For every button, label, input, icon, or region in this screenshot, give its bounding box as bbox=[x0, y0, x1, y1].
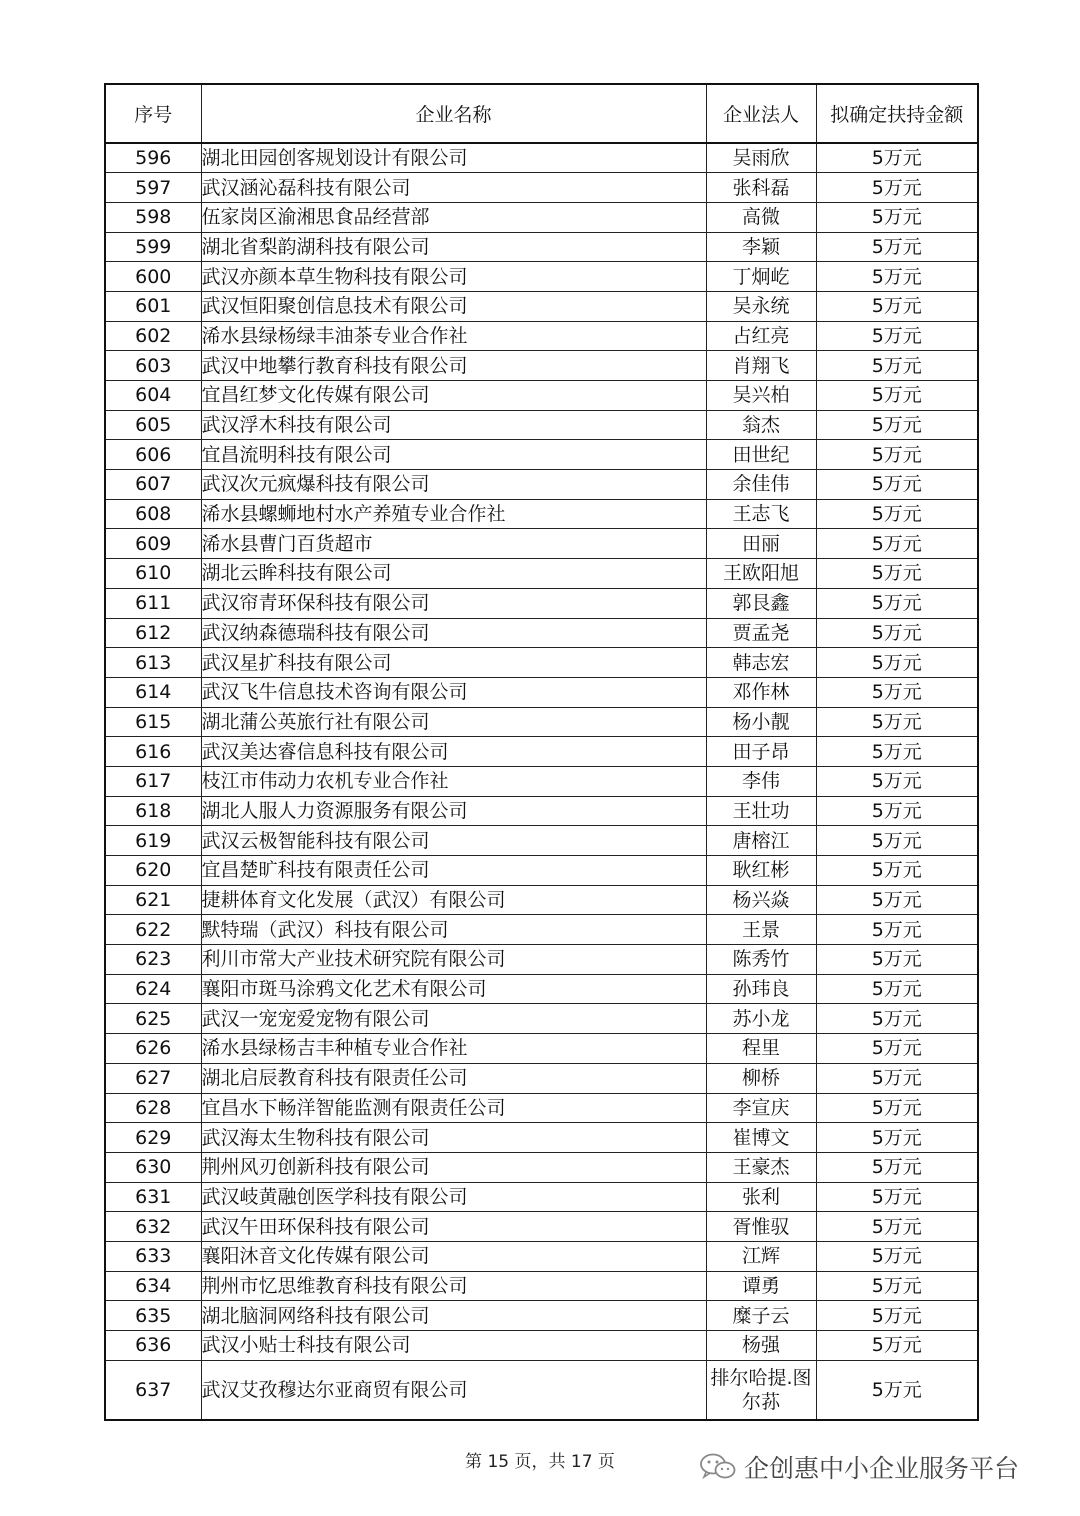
table-row bbox=[105, 173, 978, 203]
company-name: 武汉恒阳聚创信息技术有限公司 bbox=[201, 291, 706, 321]
legal-rep: 吴永统 bbox=[706, 291, 816, 321]
company-name: 湖北云眸科技有限公司 bbox=[201, 559, 706, 589]
row-index: 608 bbox=[105, 499, 201, 529]
row-index: 632 bbox=[105, 1212, 201, 1242]
row-index: 621 bbox=[105, 885, 201, 915]
table-row bbox=[105, 1212, 978, 1242]
row-index: 636 bbox=[105, 1331, 201, 1361]
legal-rep: 排尔哈提.图尔荪 bbox=[706, 1360, 816, 1420]
row-index: 627 bbox=[105, 1063, 201, 1093]
table-row bbox=[105, 321, 978, 351]
company-name: 宜昌流明科技有限公司 bbox=[201, 440, 706, 470]
legal-rep: 杨强 bbox=[706, 1331, 816, 1361]
header-legal-rep: 企业法人 bbox=[706, 84, 816, 143]
funding-amount: 5万元 bbox=[816, 1212, 978, 1242]
legal-rep: 李颖 bbox=[706, 232, 816, 262]
funding-amount: 5万元 bbox=[816, 440, 978, 470]
row-index: 630 bbox=[105, 1152, 201, 1182]
funding-amount: 5万元 bbox=[816, 1360, 978, 1420]
table-row bbox=[105, 559, 978, 589]
funding-amount: 5万元 bbox=[816, 1331, 978, 1361]
company-name: 荆州市忆思维教育科技有限公司 bbox=[201, 1271, 706, 1301]
table-row bbox=[105, 856, 978, 886]
company-name: 武汉次元疯爆科技有限公司 bbox=[201, 470, 706, 500]
table-row bbox=[105, 1034, 978, 1064]
legal-rep: 糜子云 bbox=[706, 1301, 816, 1331]
row-index: 609 bbox=[105, 529, 201, 559]
funding-amount: 5万元 bbox=[816, 1004, 978, 1034]
table-row bbox=[105, 1182, 978, 1212]
legal-rep: 田世纪 bbox=[706, 440, 816, 470]
company-name: 武汉一宠宠爱宠物有限公司 bbox=[201, 1004, 706, 1034]
row-index: 631 bbox=[105, 1182, 201, 1212]
funding-amount: 5万元 bbox=[816, 232, 978, 262]
funding-amount: 5万元 bbox=[816, 945, 978, 975]
legal-rep: 杨小靓 bbox=[706, 707, 816, 737]
funding-amount: 5万元 bbox=[816, 885, 978, 915]
company-name: 武汉海太生物科技有限公司 bbox=[201, 1123, 706, 1153]
legal-rep: 贾孟尧 bbox=[706, 618, 816, 648]
funding-amount: 5万元 bbox=[816, 677, 978, 707]
legal-rep: 杨兴焱 bbox=[706, 885, 816, 915]
row-index: 606 bbox=[105, 440, 201, 470]
funding-amount: 5万元 bbox=[816, 707, 978, 737]
funding-amount: 5万元 bbox=[816, 529, 978, 559]
funding-amount: 5万元 bbox=[816, 588, 978, 618]
company-name: 浠水县绿杨绿丰油茶专业合作社 bbox=[201, 321, 706, 351]
legal-rep: 江辉 bbox=[706, 1241, 816, 1271]
table-row bbox=[105, 143, 978, 173]
legal-rep: 吴雨欣 bbox=[706, 143, 816, 173]
funding-amount: 5万元 bbox=[816, 1182, 978, 1212]
legal-rep: 高微 bbox=[706, 202, 816, 232]
company-name: 武汉中地攀行教育科技有限公司 bbox=[201, 351, 706, 381]
table-row bbox=[105, 618, 978, 648]
legal-rep: 柳桥 bbox=[706, 1063, 816, 1093]
company-name: 湖北启辰教育科技有限责任公司 bbox=[201, 1063, 706, 1093]
table-row bbox=[105, 974, 978, 1004]
funding-amount: 5万元 bbox=[816, 321, 978, 351]
table-row bbox=[105, 440, 978, 470]
legal-rep: 耿红彬 bbox=[706, 856, 816, 886]
funding-amount: 5万元 bbox=[816, 381, 978, 411]
legal-rep: 王志飞 bbox=[706, 499, 816, 529]
table-row bbox=[105, 1301, 978, 1331]
legal-rep: 李伟 bbox=[706, 766, 816, 796]
row-index: 622 bbox=[105, 915, 201, 945]
company-name: 宜昌水下畅洋智能监测有限责任公司 bbox=[201, 1093, 706, 1123]
watermark bbox=[700, 1448, 1019, 1486]
table-row bbox=[105, 470, 978, 500]
legal-rep: 崔博文 bbox=[706, 1123, 816, 1153]
company-name: 湖北蒲公英旅行社有限公司 bbox=[201, 707, 706, 737]
table-row bbox=[105, 1241, 978, 1271]
row-index: 598 bbox=[105, 202, 201, 232]
table-row bbox=[105, 232, 978, 262]
legal-rep: 谭勇 bbox=[706, 1271, 816, 1301]
table-row bbox=[105, 381, 978, 411]
table-row bbox=[105, 262, 978, 292]
row-index: 605 bbox=[105, 410, 201, 440]
legal-rep: 余佳伟 bbox=[706, 470, 816, 500]
row-index: 624 bbox=[105, 974, 201, 1004]
table-row bbox=[105, 826, 978, 856]
header-company: 企业名称 bbox=[201, 84, 706, 143]
funding-amount: 5万元 bbox=[816, 173, 978, 203]
company-name: 武汉纳森德瑞科技有限公司 bbox=[201, 618, 706, 648]
table-header-row bbox=[105, 84, 978, 143]
funding-amount: 5万元 bbox=[816, 737, 978, 767]
watermark-text: 企创惠中小企业服务平台 bbox=[744, 1454, 1020, 1483]
row-index: 613 bbox=[105, 648, 201, 678]
row-index: 625 bbox=[105, 1004, 201, 1034]
company-name: 枝江市伟动力农机专业合作社 bbox=[201, 766, 706, 796]
row-index: 634 bbox=[105, 1271, 201, 1301]
row-index: 629 bbox=[105, 1123, 201, 1153]
funding-amount: 5万元 bbox=[816, 1241, 978, 1271]
funding-amount: 5万元 bbox=[816, 915, 978, 945]
legal-rep: 李宣庆 bbox=[706, 1093, 816, 1123]
funding-amount: 5万元 bbox=[816, 262, 978, 292]
legal-rep: 肖翔飞 bbox=[706, 351, 816, 381]
table-row bbox=[105, 648, 978, 678]
row-index: 599 bbox=[105, 232, 201, 262]
funding-amount: 5万元 bbox=[816, 351, 978, 381]
table-body bbox=[105, 143, 978, 1420]
company-name: 襄阳沐音文化传媒有限公司 bbox=[201, 1241, 706, 1271]
table-row bbox=[105, 677, 978, 707]
legal-rep: 王欧阳旭 bbox=[706, 559, 816, 589]
company-name: 利川市常大产业技术研究院有限公司 bbox=[201, 945, 706, 975]
funding-amount: 5万元 bbox=[816, 1093, 978, 1123]
funding-amount: 5万元 bbox=[816, 559, 978, 589]
funding-amount: 5万元 bbox=[816, 1123, 978, 1153]
company-name: 伍家岗区渝湘思食品经营部 bbox=[201, 202, 706, 232]
funding-table bbox=[104, 83, 979, 1421]
legal-rep: 唐榕江 bbox=[706, 826, 816, 856]
company-name: 武汉美达睿信息科技有限公司 bbox=[201, 737, 706, 767]
header-amount: 拟确定扶持金额 bbox=[816, 84, 978, 143]
company-name: 武汉岐黄融创医学科技有限公司 bbox=[201, 1182, 706, 1212]
funding-amount: 5万元 bbox=[816, 796, 978, 826]
funding-amount: 5万元 bbox=[816, 291, 978, 321]
company-name: 默特瑞（武汉）科技有限公司 bbox=[201, 915, 706, 945]
funding-amount: 5万元 bbox=[816, 202, 978, 232]
table-row bbox=[105, 1123, 978, 1153]
funding-amount: 5万元 bbox=[816, 1152, 978, 1182]
funding-amount: 5万元 bbox=[816, 499, 978, 529]
table-row bbox=[105, 1063, 978, 1093]
company-name: 武汉午田环保科技有限公司 bbox=[201, 1212, 706, 1242]
row-index: 610 bbox=[105, 559, 201, 589]
funding-amount: 5万元 bbox=[816, 470, 978, 500]
row-index: 603 bbox=[105, 351, 201, 381]
company-name: 武汉帘青环保科技有限公司 bbox=[201, 588, 706, 618]
company-name: 武汉艾孜穆达尔亚商贸有限公司 bbox=[201, 1360, 706, 1420]
funding-amount: 5万元 bbox=[816, 618, 978, 648]
row-index: 596 bbox=[105, 143, 201, 173]
company-name: 湖北田园创客规划设计有限公司 bbox=[201, 143, 706, 173]
legal-rep: 郭艮鑫 bbox=[706, 588, 816, 618]
page-footer: 第 15 页，共 17 页 bbox=[465, 1452, 615, 1472]
table-row bbox=[105, 737, 978, 767]
row-index: 601 bbox=[105, 291, 201, 321]
table-row bbox=[105, 796, 978, 826]
company-name: 荆州风刃创新科技有限公司 bbox=[201, 1152, 706, 1182]
company-name: 武汉星扩科技有限公司 bbox=[201, 648, 706, 678]
table-row bbox=[105, 766, 978, 796]
legal-rep: 陈秀竹 bbox=[706, 945, 816, 975]
row-index: 635 bbox=[105, 1301, 201, 1331]
legal-rep: 翁杰 bbox=[706, 410, 816, 440]
row-index: 628 bbox=[105, 1093, 201, 1123]
legal-rep: 王景 bbox=[706, 915, 816, 945]
legal-rep: 田子昂 bbox=[706, 737, 816, 767]
legal-rep: 苏小龙 bbox=[706, 1004, 816, 1034]
row-index: 602 bbox=[105, 321, 201, 351]
funding-amount: 5万元 bbox=[816, 1301, 978, 1331]
company-name: 浠水县螺蛳地村水产养殖专业合作社 bbox=[201, 499, 706, 529]
funding-amount: 5万元 bbox=[816, 766, 978, 796]
legal-rep: 程里 bbox=[706, 1034, 816, 1064]
row-index: 600 bbox=[105, 262, 201, 292]
table-row bbox=[105, 499, 978, 529]
row-index: 617 bbox=[105, 766, 201, 796]
funding-amount: 5万元 bbox=[816, 1271, 978, 1301]
table-row bbox=[105, 351, 978, 381]
legal-rep: 王壮功 bbox=[706, 796, 816, 826]
company-name: 湖北脑洞网络科技有限公司 bbox=[201, 1301, 706, 1331]
company-name: 捷耕体育文化发展（武汉）有限公司 bbox=[201, 885, 706, 915]
table-row bbox=[105, 202, 978, 232]
legal-rep: 丁炯屹 bbox=[706, 262, 816, 292]
row-index: 620 bbox=[105, 856, 201, 886]
funding-amount: 5万元 bbox=[816, 1063, 978, 1093]
legal-rep: 胥惟驭 bbox=[706, 1212, 816, 1242]
header-index: 序号 bbox=[105, 84, 201, 143]
legal-rep: 田丽 bbox=[706, 529, 816, 559]
row-index: 611 bbox=[105, 588, 201, 618]
legal-rep: 韩志宏 bbox=[706, 648, 816, 678]
legal-rep: 孙玮良 bbox=[706, 974, 816, 1004]
row-index: 633 bbox=[105, 1241, 201, 1271]
table-row bbox=[105, 1360, 978, 1420]
company-name: 湖北人服人力资源服务有限公司 bbox=[201, 796, 706, 826]
table-row bbox=[105, 1271, 978, 1301]
company-name: 武汉亦颜本草生物科技有限公司 bbox=[201, 262, 706, 292]
funding-amount: 5万元 bbox=[816, 856, 978, 886]
table-row bbox=[105, 707, 978, 737]
row-index: 616 bbox=[105, 737, 201, 767]
company-name: 武汉小贴士科技有限公司 bbox=[201, 1331, 706, 1361]
company-name: 宜昌楚旷科技有限责任公司 bbox=[201, 856, 706, 886]
table-row bbox=[105, 1093, 978, 1123]
funding-amount: 5万元 bbox=[816, 974, 978, 1004]
legal-rep: 王豪杰 bbox=[706, 1152, 816, 1182]
row-index: 637 bbox=[105, 1360, 201, 1420]
legal-rep: 张利 bbox=[706, 1182, 816, 1212]
company-name: 武汉涵沁磊科技有限公司 bbox=[201, 173, 706, 203]
row-index: 604 bbox=[105, 381, 201, 411]
funding-amount: 5万元 bbox=[816, 648, 978, 678]
funding-amount: 5万元 bbox=[816, 826, 978, 856]
legal-rep: 邓作林 bbox=[706, 677, 816, 707]
table-row bbox=[105, 529, 978, 559]
table-row bbox=[105, 588, 978, 618]
legal-rep: 张科磊 bbox=[706, 173, 816, 203]
table-row bbox=[105, 410, 978, 440]
table-row bbox=[105, 1331, 978, 1361]
table-row bbox=[105, 945, 978, 975]
company-name: 襄阳市斑马涂鸦文化艺术有限公司 bbox=[201, 974, 706, 1004]
row-index: 607 bbox=[105, 470, 201, 500]
row-index: 597 bbox=[105, 173, 201, 203]
row-index: 614 bbox=[105, 677, 201, 707]
row-index: 619 bbox=[105, 826, 201, 856]
funding-amount: 5万元 bbox=[816, 143, 978, 173]
company-name: 武汉云极智能科技有限公司 bbox=[201, 826, 706, 856]
wechat-icon bbox=[700, 1453, 736, 1481]
legal-rep: 吴兴柏 bbox=[706, 381, 816, 411]
row-index: 615 bbox=[105, 707, 201, 737]
row-index: 612 bbox=[105, 618, 201, 648]
table-row bbox=[105, 915, 978, 945]
company-name: 浠水县绿杨吉丰种植专业合作社 bbox=[201, 1034, 706, 1064]
legal-rep: 占红亮 bbox=[706, 321, 816, 351]
company-name: 武汉浮木科技有限公司 bbox=[201, 410, 706, 440]
company-name: 湖北省梨韵湖科技有限公司 bbox=[201, 232, 706, 262]
table-row bbox=[105, 1004, 978, 1034]
row-index: 626 bbox=[105, 1034, 201, 1064]
table-row bbox=[105, 291, 978, 321]
company-name: 宜昌红梦文化传媒有限公司 bbox=[201, 381, 706, 411]
funding-amount: 5万元 bbox=[816, 1034, 978, 1064]
row-index: 618 bbox=[105, 796, 201, 826]
company-name: 武汉飞牛信息技术咨询有限公司 bbox=[201, 677, 706, 707]
table-row bbox=[105, 885, 978, 915]
table-row bbox=[105, 1152, 978, 1182]
funding-amount: 5万元 bbox=[816, 410, 978, 440]
company-name: 浠水县曹门百货超市 bbox=[201, 529, 706, 559]
row-index: 623 bbox=[105, 945, 201, 975]
